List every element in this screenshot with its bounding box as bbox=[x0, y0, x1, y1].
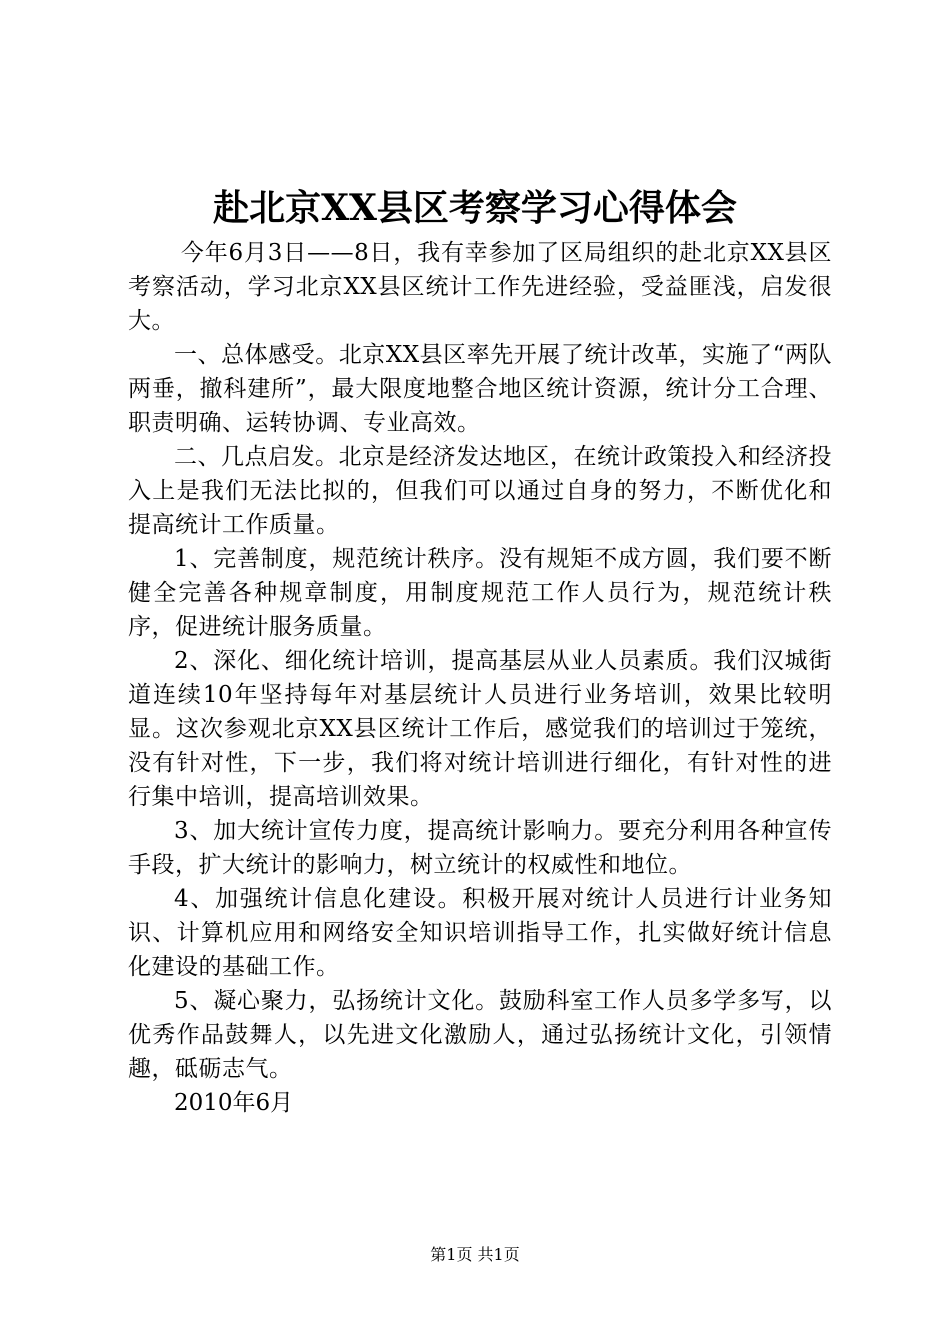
paragraph-point-5: 5、凝心聚力，弘扬统计文化。鼓励科室工作人员多学多写，以优秀作品鼓舞人，以先进文化激励人，通过弘扬统计文化，引领情趣，砥砺志气。 bbox=[128, 988, 832, 1082]
document-date: 2010年6月 bbox=[174, 1090, 294, 1116]
paragraph-point-3: 3、加大统计宣传力度，提高统计影响力。要充分利用各种宣传手段，扩大统计的影响力，树立统计的权威性和地位。 bbox=[128, 818, 832, 878]
page-number-footer: 第1页 共1页 bbox=[430, 1245, 520, 1264]
paragraph-point-2: 2、深化、细化统计培训，提高基层从业人员素质。我们汉城街道连续10年坚持每年对基层统计人员进行业务培训，效果比较明显。这次参观北京XX县区统计工作后，感觉我们的培训过于笼统，没有针对性，下一步，我们将对统计培训进行细化，有针对性的进行集中培训，提高培训效果。 bbox=[128, 648, 832, 810]
paragraph-point-1: 1、完善制度，规范统计秩序。没有规矩不成方圆，我们要不断健全完善各种规章制度，用制度规范工作人员行为，规范统计秩序，促进统计服务质量。 bbox=[128, 546, 832, 640]
paragraph-inspirations: 二、几点启发。北京是经济发达地区，在统计政策投入和经济投入上是我们无法比拟的，但我们可以通过自身的努力，不断优化和提高统计工作质量。 bbox=[128, 444, 832, 538]
document-title: 赴北京XX县区考察学习心得体会 bbox=[213, 187, 737, 229]
paragraph-overall-impression: 一、总体感受。北京XX县区率先开展了统计改革，实施了“两队两垂，撤科建所”，最大限度地整合地区统计资源，统计分工合理、职责明确、运转协调、专业高效。 bbox=[128, 342, 832, 436]
paragraph-point-4: 4、加强统计信息化建设。积极开展对统计人员进行计业务知识、计算机应用和网络安全知识培训指导工作，扎实做好统计信息化建设的基础工作。 bbox=[128, 886, 832, 980]
document-body bbox=[128, 236, 832, 1120]
paragraph-intro: 今年6月3日——8日，我有幸参加了区局组织的赴北京XX县区考察活动，学习北京XX县区统计工作先进经验，受益匪浅，启发很大。 bbox=[128, 240, 832, 334]
